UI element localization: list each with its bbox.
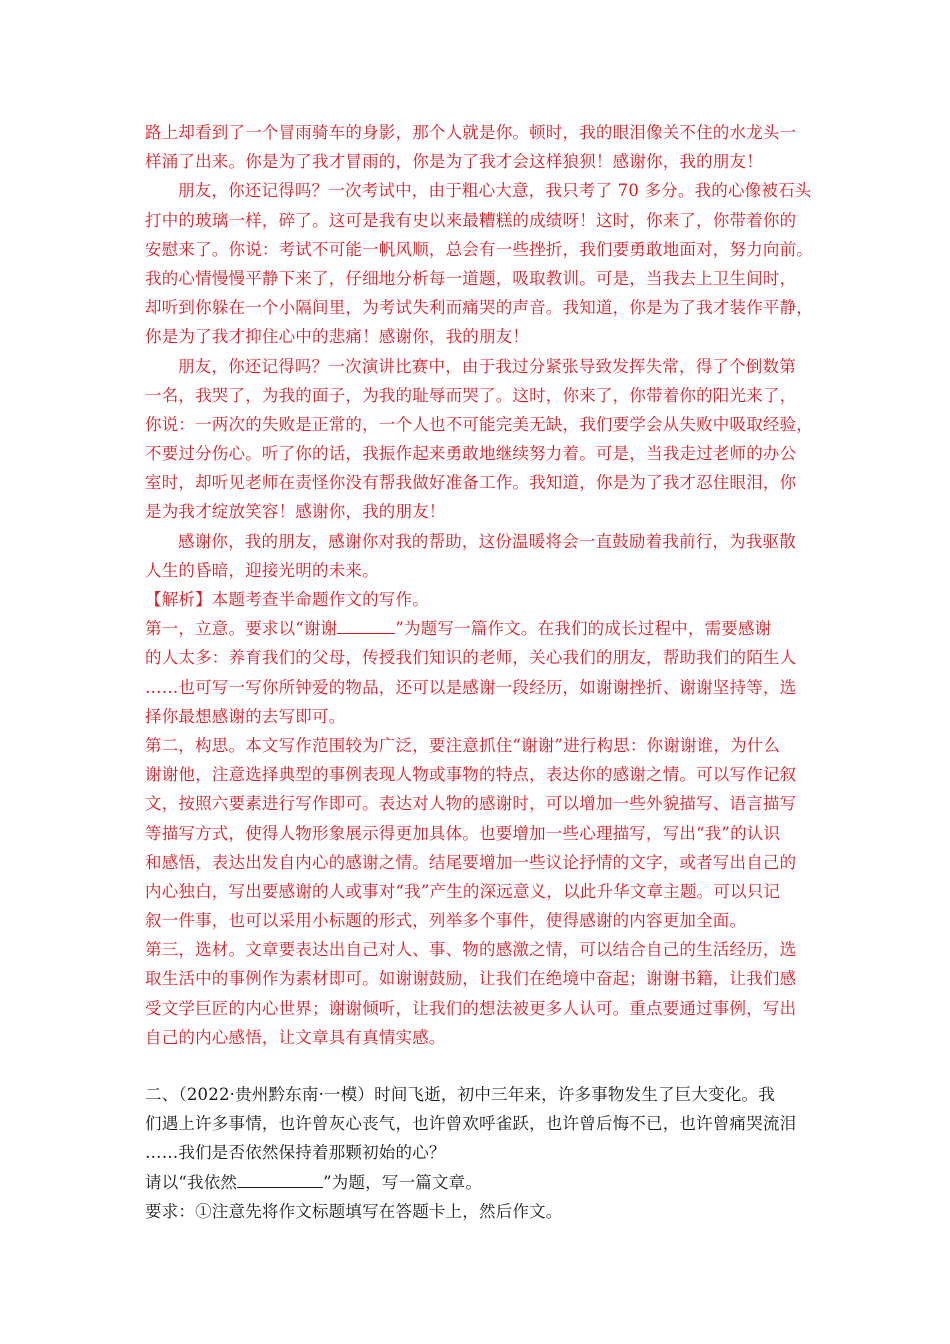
question-line: 二、（2022·贵州黔东南·一模）时间飞逝，初中三年来，许多事物发生了巨大变化。我	[145, 1085, 775, 1104]
essay-line: 样涌了出来。你是为了我才冒雨的，你是为了我才会这样狼狈！感谢你，我的朋友！	[145, 152, 763, 172]
fill-in-blank	[237, 1173, 323, 1188]
analysis-line: ……也可写一写你所钟爱的物品，还可以是感谢一段经历，如谢谢挫折、谢谢坚持等，选	[145, 677, 797, 697]
sample-essay	[145, 118, 813, 585]
analysis-line: 自己的内心感悟，让文章具有真情实感。	[145, 1027, 446, 1047]
analysis-line: 内心独白，写出要感谢的人或事对“我”产生的深远意义，以此升华文章主题。可以只记	[145, 881, 781, 901]
analysis-line: 择你最想感谢的去写即可。	[145, 706, 346, 726]
document-page	[145, 118, 813, 1226]
analysis-point-1	[145, 614, 810, 643]
analysis-line: 叙一件事，也可以采用小标题的形式，列举多个事件，使得感谢的内容更加全面。	[145, 911, 747, 931]
analysis-heading: 【解析】本题考查半命题作文的写作。	[145, 590, 429, 609]
essay-line: 我的心情慢慢平静下来了，仔细地分析每一道题，吸取教训。可是，当我去上卫生间时，	[145, 268, 797, 288]
analysis-line: 谢谢他，注意选择典型的事例表现人物或事物的特点，表达你的感谢之情。可以写作记叙	[145, 765, 797, 785]
analysis-line: 等描写方式，使得人物形象展示得更加具体。也要增加一些心理描写，写出“我”的认识	[145, 823, 781, 843]
question-prompt-text: 请以“我依然	[145, 1172, 238, 1192]
essay-line: 感谢你，我的朋友，感谢你对我的帮助，这份温暖将会一直鼓励着我前行，为我驱散	[178, 531, 796, 551]
fill-in-blank	[337, 619, 395, 634]
essay-line: 人生的昏暗，迎接光明的未来。	[145, 560, 379, 580]
analysis-line: 受文学巨匠的内心世界；谢谢倾听，让我们的想法被更多人认可。重点要通过事例，写出	[145, 998, 797, 1018]
question-line: ……我们是否依然保持着那颗初始的心？	[145, 1143, 446, 1163]
analysis-point-3: 第三，选材。文章要表达出自己对人、事、物的感激之情，可以结合自己的生活经历，选	[145, 940, 797, 960]
section-spacer	[145, 1052, 810, 1080]
analysis-line: 取生活中的事例作为素材即可。如谢谢鼓励，让我们在绝境中奋起；谢谢书籍，让我们感	[145, 969, 797, 989]
essay-line: 你是为了我才抑住心中的悲痛！感谢你，我的朋友！	[145, 327, 530, 347]
essay-line: 路上却看到了一个冒雨骑车的身影，那个人就是你。顿时，我的眼泪像关不住的水龙头一	[145, 123, 797, 142]
question-line: 们遇上许多事情，也许曾灰心丧气，也许曾欢呼雀跃，也许曾后悔不已，也许曾痛哭流泪	[145, 1114, 797, 1134]
essay-line: 室时，却听见老师在责怪你没有帮我做好准备工作。我知道，你是为了我才忍住眼泪，你	[145, 473, 797, 493]
analysis-point-1-text: 第一，立意。要求以“谢谢	[145, 619, 338, 639]
question-prompt	[145, 1168, 810, 1197]
question-prompt-text: ”为题，写一篇文章。	[323, 1172, 483, 1192]
essay-line: 却听到你躲在一个小隔间里，为考试失利而痛哭的声音。我知道，你是为了我才装作平静，	[145, 298, 813, 318]
question-2	[145, 1080, 810, 1226]
essay-line: 你说：一两次的失败是正常的，一个人也不可能完美无缺，我们要学会从失败中吸取经验，	[145, 414, 813, 434]
essay-line: 是为我才绽放笑容！感谢你，我的朋友！	[145, 502, 446, 522]
essay-line: 朋友，你还记得吗？一次演讲比赛中，由于我过分紧张导致发挥失常，得了个倒数第	[178, 356, 796, 376]
analysis-point-2: 第二，构思。本文写作范围较为广泛，要注意抓住“谢谢”进行构思：你谢谢谁，为什么	[145, 735, 781, 755]
analysis-point-1-text: ”为题写一篇作文。在我们的成长过程中，需要感谢	[395, 619, 772, 639]
essay-line: 朋友，你还记得吗？一次考试中，由于粗心大意，我只考了 70 多分。我的心像被石头	[178, 181, 812, 201]
analysis-line: 和感悟，表达出发自内心的感谢之情。结尾要增加一些议论抒情的文字，或者写出自己的	[145, 852, 797, 872]
question-requirement: 要求：①注意先将作文标题填写在答题卡上，然后作文。	[145, 1201, 563, 1221]
essay-line: 安慰来了。你说：考试不可能一帆风顺，总会有一些挫折，我们要勇敢地面对，努力向前。	[145, 239, 813, 259]
analysis-section	[145, 585, 810, 1052]
analysis-line: 的人太多：养育我们的父母，传授我们知识的老师，关心我们的朋友，帮助我们的陌生人	[145, 648, 797, 668]
essay-line: 一名，我哭了，为我的面子，为我的耻辱而哭了。这时，你来了，你带着你的阳光来了，	[145, 385, 797, 405]
essay-line: 打中的玻璃一样，碎了。这可是我有史以来最糟糕的成绩呀！这时，你来了，你带着你的	[145, 210, 797, 230]
analysis-line: 文，按照六要素进行写作即可。表达对人物的感谢时，可以增加一些外貌描写、语言描写	[145, 794, 797, 814]
essay-line: 不要过分伤心。听了你的话，我振作起来勇敢地继续努力着。可是，当我走过老师的办公	[145, 444, 797, 464]
